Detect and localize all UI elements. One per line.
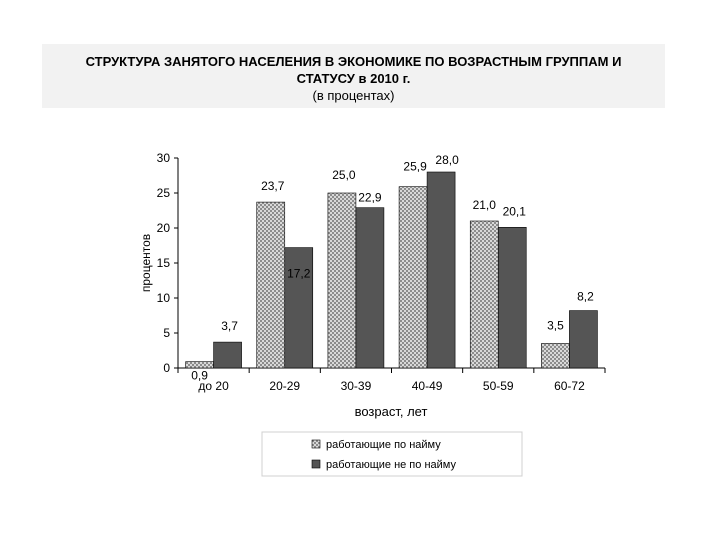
data-label: 25,0 <box>332 168 356 182</box>
bar-series-2 <box>214 342 242 368</box>
data-label: 17,2 <box>287 266 311 281</box>
data-label: 3,7 <box>221 319 238 334</box>
legend-label-2: работающие не по найму <box>326 459 456 471</box>
legend-swatch-1 <box>312 440 320 448</box>
x-tick-label: 30-39 <box>340 379 372 393</box>
y-tick-label: 20 <box>156 221 170 235</box>
y-tick-label: 0 <box>163 361 170 375</box>
chart-subtitle: (в процентах) <box>312 88 395 103</box>
y-tick-label: 5 <box>163 326 170 340</box>
bar-series-2 <box>498 227 526 368</box>
chart-title-line-1: СТРУКТУРА ЗАНЯТОГО НАСЕЛЕНИЯ В ЭКОНОМИКЕ ПО ВОЗРАСТНЫМ ГРУППАМ И <box>85 54 622 69</box>
data-label: 20,1 <box>502 204 526 219</box>
x-tick-label: 20-29 <box>269 379 301 393</box>
data-label: 22,9 <box>358 190 382 205</box>
bar-series-1 <box>328 193 356 368</box>
data-label: 23,7 <box>261 179 285 194</box>
y-tick-label: 30 <box>156 151 170 165</box>
x-tick-label: 40-49 <box>411 379 443 393</box>
data-label: 3,5 <box>547 318 564 333</box>
bar-series-1 <box>541 344 569 369</box>
legend-swatch-2 <box>312 460 320 468</box>
x-tick-label: 50-59 <box>482 379 514 393</box>
y-tick-label: 15 <box>156 256 170 270</box>
bar-series-1 <box>186 362 214 368</box>
bar-series-1 <box>399 187 427 368</box>
data-label: 28,0 <box>435 153 459 167</box>
bar-series-1 <box>257 202 285 368</box>
data-label: 0,9 <box>191 368 208 383</box>
x-tick-label: 60-72 <box>554 379 585 393</box>
data-label: 21,0 <box>472 198 496 212</box>
x-axis-title: возраст, лет <box>354 404 428 419</box>
bar-series-2 <box>569 311 597 368</box>
bar-series-1 <box>470 221 498 368</box>
y-axis-title: процентов <box>139 233 153 293</box>
y-tick-label: 10 <box>156 291 170 305</box>
y-tick-label: 25 <box>156 186 170 200</box>
data-label: 8,2 <box>577 289 594 304</box>
x-tick-label: до 20 <box>198 379 229 393</box>
data-label: 25,9 <box>403 159 427 174</box>
bar-series-2 <box>356 208 384 368</box>
legend-label-1: работающие по найму <box>326 439 441 451</box>
bar-series-2 <box>427 172 455 368</box>
chart-title-line-2: СТАТУСУ в 2010 г. <box>296 71 411 86</box>
